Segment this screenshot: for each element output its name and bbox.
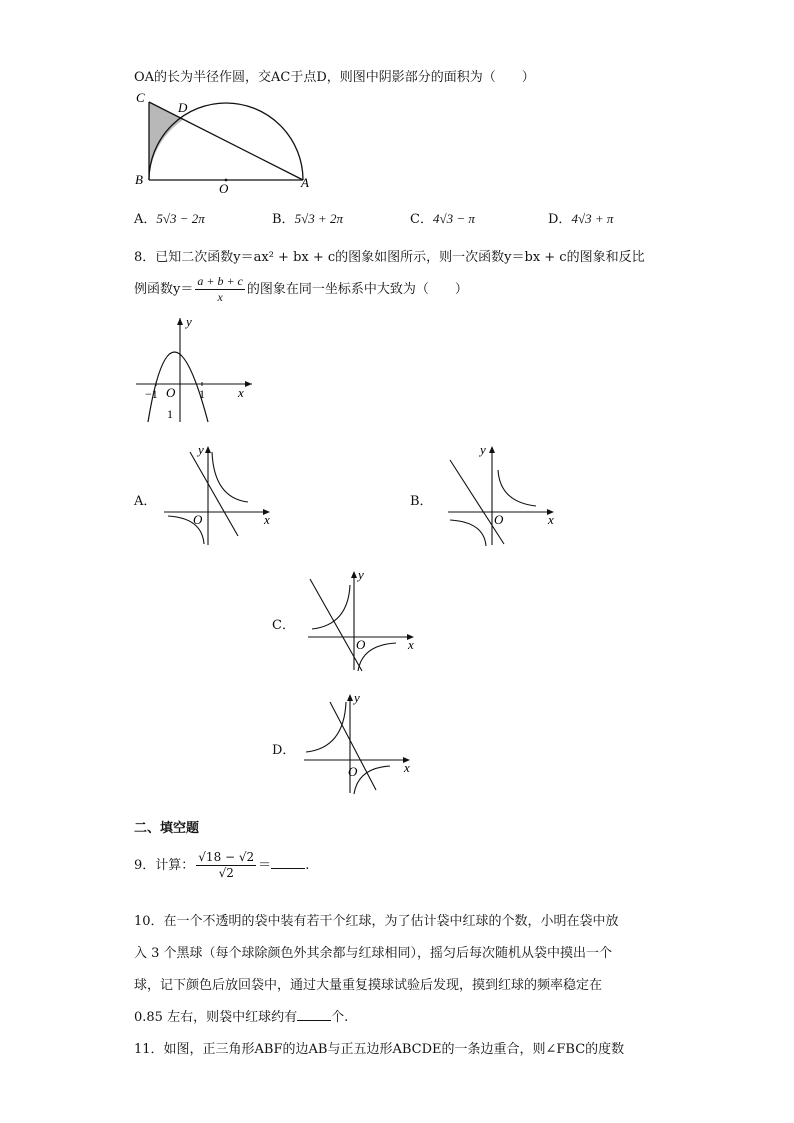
q8-fraction: $\frac{a + b + c}{x}$	[197, 274, 243, 304]
q8-option-d-graph[interactable]	[300, 688, 420, 798]
q8-option-a-graph[interactable]	[160, 440, 280, 550]
q10-answer-blank[interactable]	[297, 1008, 331, 1021]
q7-figure	[130, 90, 320, 200]
q10-line2: 入 3 个黑球（每个球除颜色外其余都与红球相同），摇匀后每次随机从袋中摸出一个	[134, 946, 613, 961]
axis-y: y	[186, 314, 192, 329]
q7-option-a[interactable]: A．5√3 − 2π	[134, 211, 205, 227]
axis-y: y	[480, 442, 486, 457]
origin: O	[166, 385, 176, 400]
section-title: 二、填空题	[134, 821, 200, 836]
axis-x: x	[404, 760, 410, 775]
q7-option-b[interactable]: B．5√3 + 2π	[272, 211, 343, 227]
q8-option-a-label[interactable]: A．	[134, 494, 157, 509]
q7-option-d[interactable]: D．4√3 + π	[548, 211, 614, 227]
axis-x: x	[238, 385, 244, 400]
q8-option-b-graph[interactable]	[444, 440, 564, 550]
q9: 9．计算： $\frac{√18 - √2}{√2}$ ＝ .	[134, 850, 310, 880]
axis-x: x	[264, 512, 270, 527]
tick-below: 1	[167, 407, 173, 421]
origin: O	[356, 637, 366, 652]
axis-y: y	[198, 442, 204, 457]
axis-x: x	[408, 637, 414, 652]
q8-option-c-label[interactable]: C．	[272, 618, 295, 633]
q7-option-c[interactable]: C．4√3 − π	[410, 211, 475, 227]
origin: O	[193, 512, 203, 527]
q9-answer-blank[interactable]	[271, 856, 305, 869]
q9-fraction: $\frac{√18 - √2}{√2}$	[198, 850, 255, 880]
q10-line4: 0.85 左右，则袋中红球约有 个.	[134, 1010, 349, 1025]
tick-neg1: −1	[145, 387, 158, 401]
q8-option-d-label[interactable]: D．	[272, 743, 296, 758]
axis-y: y	[354, 690, 360, 705]
q8-line1: 8．已知二次函数y＝ax² + bx + c的图象如图所示，则一次函数y＝bx + c的图象和反比	[134, 250, 645, 265]
q8-parabola-graph	[134, 312, 264, 427]
q11-line1: 11．如图，正三角形ABF的边AB与正五边形ABCDE的一条边重合，则∠FBC的度数	[134, 1042, 625, 1057]
q7-stem: OA的长为半径作圆，交AC于点D，则图中阴影部分的面积为（ ）	[134, 70, 535, 85]
label-C: C	[136, 90, 145, 105]
q10-line1: 10．在一个不透明的袋中装有若干个红球，为了估计袋中红球的个数，小明在袋中放	[134, 914, 619, 929]
q8-line2: 例函数y＝ $\frac{a + b + c}{x}$ 的图象在同一坐标系中大致为（ ）	[134, 274, 468, 304]
origin: O	[494, 512, 504, 527]
label-B: B	[135, 172, 143, 187]
axis-y: y	[358, 567, 364, 582]
label-O: O	[219, 181, 229, 196]
q8-option-c-graph[interactable]	[304, 565, 424, 675]
axis-x: x	[548, 512, 554, 527]
label-D: D	[178, 100, 188, 115]
q10-line3: 球，记下颜色后放回袋中，通过大量重复摸球试验后发现，摸到红球的频率稳定在	[134, 978, 603, 993]
tick-1: 1	[199, 387, 205, 401]
q8-option-b-label[interactable]: B．	[410, 494, 433, 509]
label-A: A	[301, 175, 309, 190]
origin: O	[348, 764, 358, 779]
